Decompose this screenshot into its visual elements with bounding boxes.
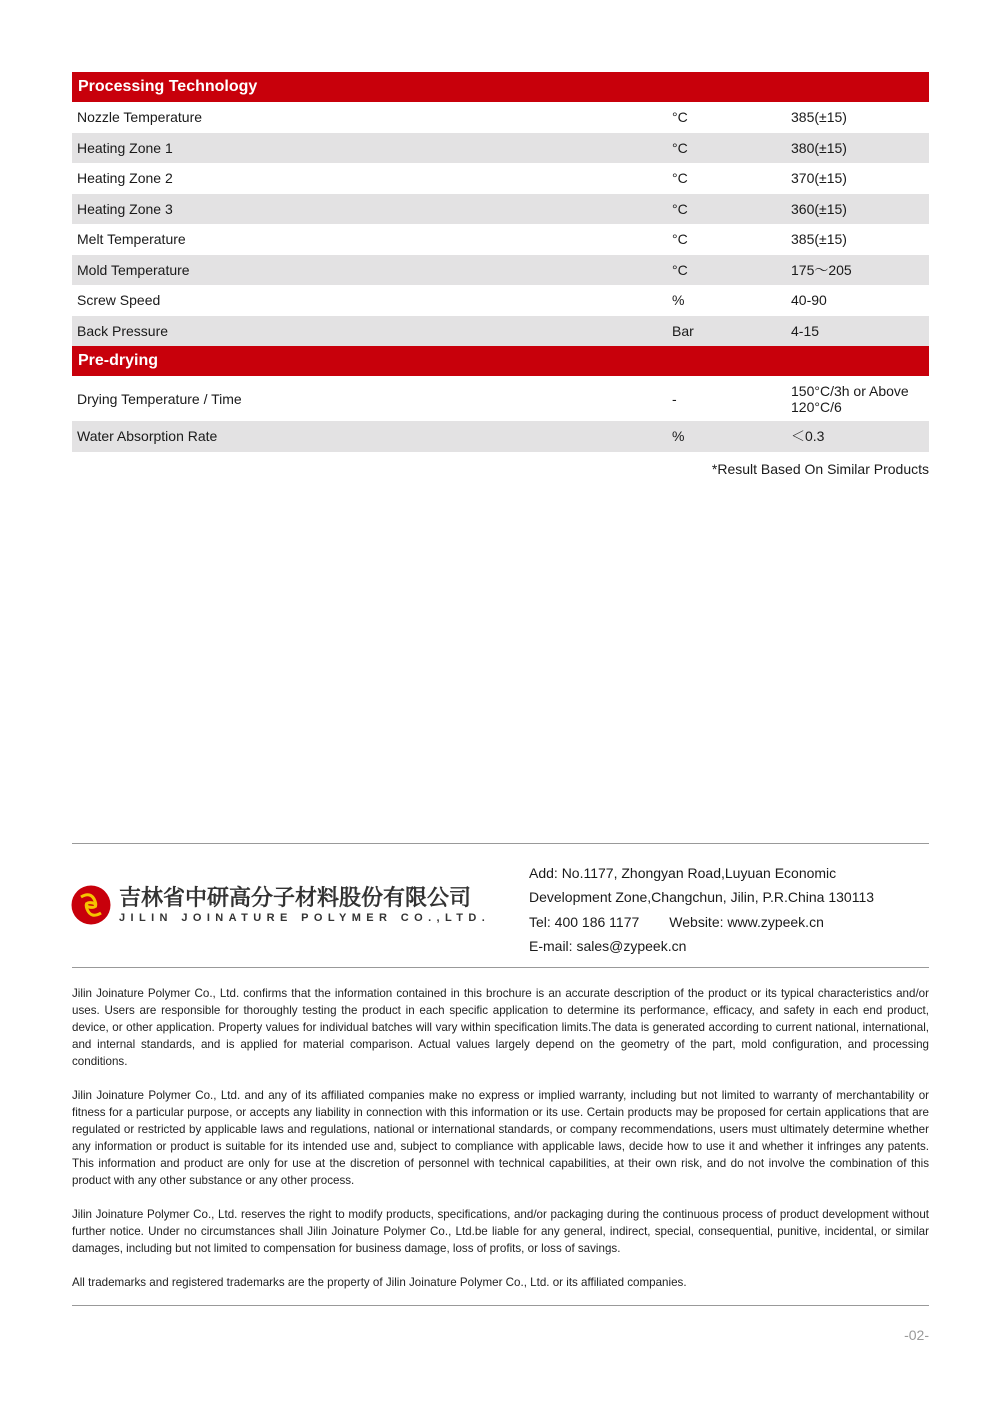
table-row	[72, 376, 929, 421]
value: 370(±15)	[791, 170, 847, 187]
contact-info	[529, 861, 874, 958]
logo-emblem-icon	[71, 885, 111, 925]
unit: °C	[672, 200, 688, 217]
company-name-cn: 吉林省中研高分子材料股份有限公司	[119, 885, 472, 910]
unit: %	[672, 428, 685, 445]
divider	[72, 1305, 929, 1306]
divider	[72, 967, 929, 968]
unit: Bar	[672, 322, 694, 339]
unit: °C	[672, 109, 688, 126]
unit: %	[672, 292, 685, 309]
processing-table	[72, 72, 929, 452]
page-number: -02-	[904, 1327, 929, 1343]
table-row	[72, 255, 929, 286]
property-label: Water Absorption Rate	[77, 428, 218, 445]
value: 380(±15)	[791, 139, 847, 156]
website-link[interactable]: Website: www.zypeek.cn	[669, 913, 824, 930]
table-row	[72, 224, 929, 255]
unit: -	[672, 390, 677, 407]
table-row	[72, 194, 929, 225]
unit: °C	[672, 139, 688, 156]
table-row	[72, 102, 929, 133]
table-row	[72, 421, 929, 452]
unit: °C	[672, 261, 688, 278]
section-header	[72, 72, 929, 102]
unit: °C	[672, 170, 688, 187]
address-line-1: Add: No.1177, Zhongyan Road,Luyuan Economic	[529, 865, 837, 881]
property-label: Screw Speed	[77, 292, 161, 309]
value: 360(±15)	[791, 200, 847, 217]
value: ＜0.3	[791, 428, 825, 445]
table-row	[72, 316, 929, 347]
value: 385(±15)	[791, 109, 847, 126]
value: 385(±15)	[791, 231, 847, 248]
divider	[72, 843, 929, 844]
section-header	[72, 346, 929, 376]
unit: °C	[672, 231, 688, 248]
disclaimer	[72, 985, 929, 1308]
property-label: Heating Zone 1	[77, 139, 173, 156]
disclaimer-paragraph: Jilin Joinature Polymer Co., Ltd. and any of its affiliated companies make no express or implied warranty, including but not limited to warranty of merchantability or fitness for a particular purpose, or accepts any liability in connection with this information or its use. Certain products may be proposed for certain applications that are regulated or restricted by applicable laws and regulations, national or international standards, or company recommendations, users must ultimately determine whether any information or product is suitable for its intended use and, subject to compliance with applicable laws, decide how to use it and whether it infringes any patents. This information and product are only for use at the discretion of personnel with technical capabilities, at their own risk, and do not involve the combination of this product with any other substance or any other process.	[72, 1089, 929, 1187]
disclaimer-paragraph: Jilin Joinature Polymer Co., Ltd. reserves the right to modify products, specifications, and/or packaging during the continuous process of product development without further notice. Under no circumstances shall Jilin Joinature Polymer Co., Ltd.be liable for any general, indirect, special, consequential, punitive, incidental, or similar damages, including but not limited to compensation for business damage, loss of profits, or loss of savings.	[72, 1208, 929, 1255]
disclaimer-paragraph: Jilin Joinature Polymer Co., Ltd. confirms that the information contained in this brochure is an accurate description of the product or its typical characteristics and/or uses. Users are responsible for thoroughly testing the product in each specific application to determine its performance, efficacy, and safety in each end product, device, or other application. Property values for individual batches will vary within specification limits.The data is generated according to current national, international, and internal standards, and is applied for material comparison. Actual values largely depend on the geometry of the part, mold configuration, and processing conditions.	[72, 987, 929, 1068]
property-label: Nozzle Temperature	[77, 109, 203, 126]
table-row	[72, 285, 929, 316]
value: 150°C/3h or Above 120°C/6	[791, 382, 909, 415]
disclaimer-paragraph: All trademarks and registered trademarks are the property of Jilin Joinature Polymer Co., Ltd. or its affiliated companies.	[72, 1276, 687, 1289]
property-label: Heating Zone 3	[77, 200, 173, 217]
table-row	[72, 133, 929, 164]
property-label: Melt Temperature	[77, 231, 186, 248]
address-line-2: Development Zone,Changchun, Jilin, P.R.China 130113	[529, 889, 875, 906]
email-link[interactable]: E-mail: sales@zypeek.cn	[529, 937, 687, 954]
value: 40-90	[791, 292, 827, 309]
property-label: Heating Zone 2	[77, 170, 173, 187]
section-title: Processing Technology	[78, 78, 258, 95]
company-logo	[71, 885, 490, 925]
table-row	[72, 163, 929, 194]
property-label: Drying Temperature / Time	[77, 390, 242, 407]
footnote: *Result Based On Similar Products	[711, 461, 929, 477]
property-label: Mold Temperature	[77, 261, 190, 278]
section-title: Pre-drying	[78, 352, 159, 369]
value: 4-15	[791, 322, 820, 339]
company-name-en: JILIN JOINATURE POLYMER CO.,LTD.	[119, 912, 491, 924]
property-label: Back Pressure	[77, 322, 169, 339]
value: 175～205	[791, 261, 852, 278]
telephone: Tel: 400 186 1177	[529, 913, 640, 930]
